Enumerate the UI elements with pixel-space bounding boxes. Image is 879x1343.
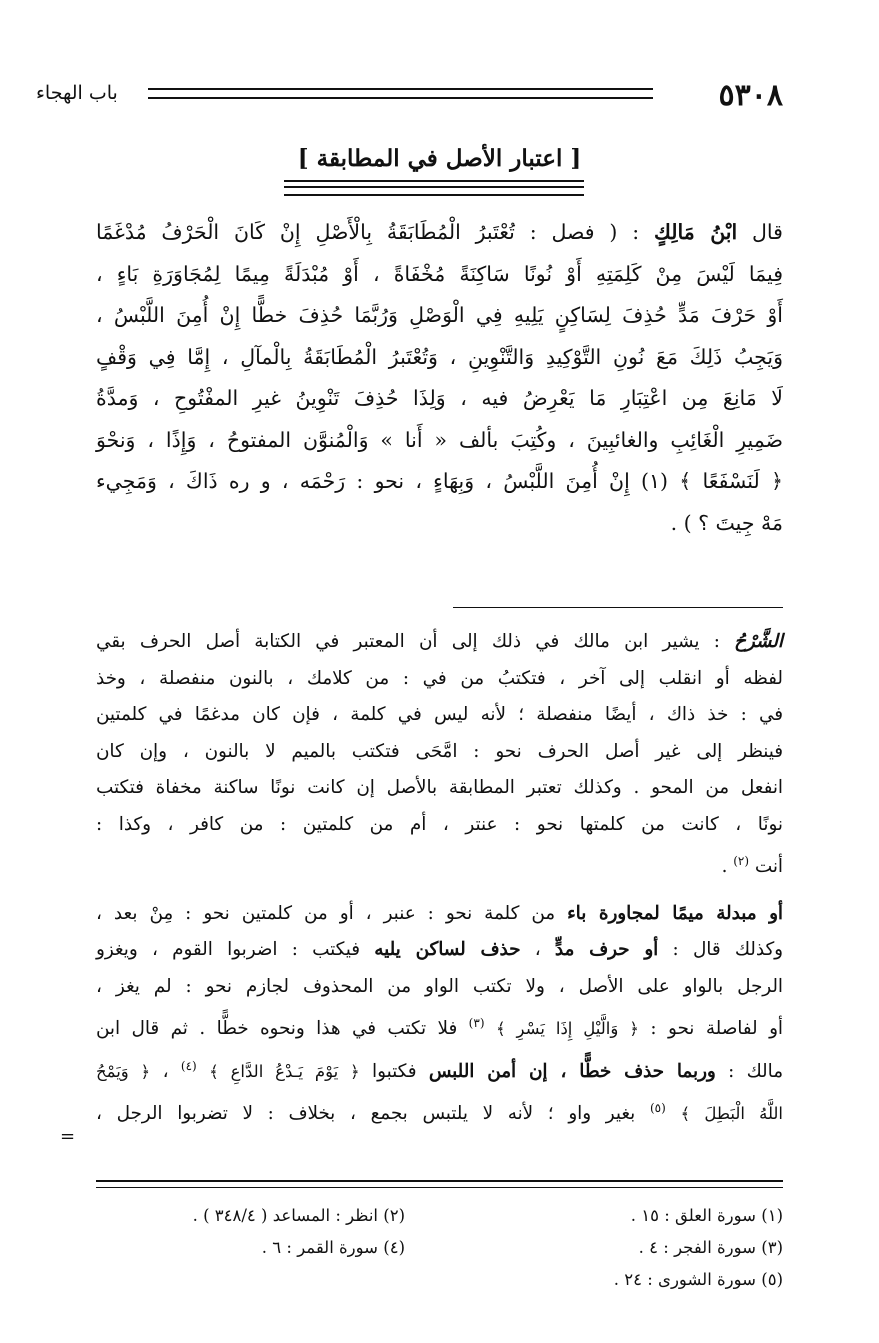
text-segment: حذف لساكن يليه: [374, 939, 521, 961]
matn-line: ﴿ لَنَسْفَعًا ﴾ (١) إِنْ أُمِنَ اللَّبْسُ ، وَبِهَاءٍ ، نحو : رَحْمَه ، و ره ذَاكَ ، وَمَجِيء: [96, 469, 783, 493]
text-segment: لفظه أو انقلب إلى آخر ، فتكتبُ من في : من كلامك ، بالنون منفصلة ، وخذ: [96, 667, 783, 689]
text-segment: ،: [150, 1060, 181, 1082]
quran-quote: ﴿ وَيَمْحُ: [96, 1061, 151, 1081]
matn-line-rest: : ( فصل : تُعْتَبرُ الْمُطَابَقَةُ بِالْأَصْلِ إِنْ كَانَ الْحَرْفُ مُدْغَمًا: [96, 220, 654, 244]
text-segment: مالك :: [715, 1060, 783, 1082]
text-segment: الشَّرْحُ: [734, 631, 783, 652]
matn-line: لَا مَانِعَ مِن اعْتِبَارِ مَا يَعْرِضُ فيه ، وَلِذَا حُذِفَ تَنْوِينُ غيرِ المفْتُوحِ ، وَمدَّةُ: [96, 386, 783, 410]
matn-line: ضَمِيرِ الْغَائِبِ والغائبِينَ ، وكُتِبَ بألف « أَنا » وَالْمُنوَّن المفتوحُ ، وَإِذًا ، وَنحْوَ: [96, 427, 783, 452]
commentary-paragraph: [96, 896, 783, 1133]
text-segment: .: [721, 856, 734, 878]
commentary-line: [96, 770, 783, 807]
footnote-4: (٤) سورة القمر : ٦ .: [261, 1238, 405, 1257]
commentary-line: [96, 624, 783, 661]
title-ornament-rule: [284, 180, 584, 196]
text-segment: ،: [520, 939, 555, 961]
matn-line: فِيمَا لَيْسَ مِنْ كَلِمَتِهِ أَوْ نُونًا سَاكِنَةً مُخْفَاةً ، أَوْ مُبْدَلَةً مِيمًا لِمُجَاوَرَةِ بَاءٍ ،: [96, 261, 783, 286]
matn-text: [96, 212, 783, 544]
footnote-ref: (٣): [468, 1016, 485, 1031]
matn-line: وَيَجِبُ ذَلِكَ مَعَ نُونِ التَّوْكِيدِ وَالتَّنْوِينِ ، وَتُعْتَبرُ الْمُطَابَقَةُ بِالْمآلِ ، إِمَّا فِي وَقْفٍ: [96, 344, 783, 369]
text-segment: نونًا ، كانت من كلمتها نحو : عنتر ، أم من كلمتين : من كافر ، وكذا :: [96, 813, 783, 835]
page-number: ٥٣٠٨: [718, 78, 783, 113]
text-segment: فيكتب : اضربوا القوم ، ويغزو: [96, 939, 375, 961]
text-segment: [666, 1103, 681, 1124]
text-segment: فلا تكتب في هذا ونحوه خطًّا . ثم قال ابن: [96, 1018, 469, 1040]
matn-line-prefix: قال: [737, 220, 783, 244]
quran-quote: اللَّهُ الْبَطِلَ ﴾: [680, 1104, 784, 1124]
header-rule: [148, 88, 653, 99]
author-name: ابْنُ مَالِكٍ: [653, 220, 738, 244]
section-title: [ اعتبار الأصل في المطابقة ]: [297, 145, 582, 172]
footnote-5: (٥) سورة الشورى : ٢٤ .: [613, 1270, 783, 1289]
commentary-line: [96, 1005, 783, 1048]
commentary-line: [96, 1048, 783, 1091]
commentary-line: [96, 932, 783, 969]
footnote-2: (٢) انظر : المساعد ( ٣٤٨/٤ ) .: [192, 1206, 405, 1225]
matn-line: [96, 212, 783, 254]
text-segment: من كلمة نحو : عنبر ، أو من كلمتين نحو : مِنْ بعد ،: [96, 902, 568, 924]
commentary-line: [96, 734, 783, 771]
commentary-paragraph: [96, 624, 783, 886]
text-segment: في : خذ ذاك ، أيضًا منفصلة ؛ لأنه ليس في كلمة ، فإن كان مدغمًا في كلمتين: [96, 704, 783, 725]
text-segment: : يشير ابن مالك في ذلك إلى أن المعتبر في الكتابة أصل الحرف بقي: [96, 631, 735, 652]
text-segment: انفعل من المحو . وكذلك تعتبر المطابقة بالأصل إن كانت نونًا ساكنة مخفاة فتكتب: [96, 777, 783, 798]
commentary-line: [96, 896, 783, 933]
text-segment: [197, 1061, 209, 1082]
continuation-mark: =: [60, 1126, 76, 1147]
text-commentary-divider: [453, 607, 783, 608]
commentary-line: [96, 807, 783, 844]
text-segment: أنت: [749, 856, 783, 878]
commentary-line: [96, 843, 783, 886]
text-segment: وكذلك قال :: [658, 939, 783, 961]
quran-quote: ﴿ وَالَّيْلِ إِذَا يَسْرِ ﴾: [495, 1019, 639, 1039]
commentary-line: [96, 661, 783, 698]
commentary-line: [96, 697, 783, 734]
matn-line: أَوْ حَرْفَ مَدٍّ حُذِفَ لِسَاكِنٍ يَلِيهِ فِي الْوَصْلِ وَرُبَّمَا حُذِفَ خطًّا إِنْ أُمِنَ اللَّبْسُ ،: [96, 303, 783, 327]
footnote-1: (١) سورة العلق : ١٥ .: [630, 1206, 783, 1225]
footnote-ref: (٥): [649, 1101, 666, 1116]
text-segment: أو حرف مدٍّ: [554, 939, 659, 961]
commentary-line: [96, 1090, 783, 1133]
footnote-rule: [96, 1180, 783, 1188]
commentary-text: [96, 624, 783, 1133]
text-segment: وربما حذف خطًّا ، إن أمن اللبس: [428, 1060, 716, 1082]
commentary-line: [96, 969, 783, 1006]
footnote-ref: (٤): [180, 1058, 197, 1073]
quran-quote: ﴿ يَوْمَ يَـدْعُ الدَّاعِ ﴾: [209, 1061, 360, 1081]
text-segment: بغير واو ؛ لأنه لا يلتبس بجمع ، بخلاف : لا تضربوا الرجل ،: [96, 1103, 650, 1125]
text-segment: أو مبدلة ميمًا لمجاورة باء: [567, 902, 783, 924]
text-segment: [485, 1018, 496, 1039]
text-segment: أو لفاصلة نحو :: [638, 1018, 783, 1040]
footnote-ref: (٢): [733, 854, 750, 868]
chapter-title: باب الهجاء: [36, 82, 118, 104]
text-segment: الرجل بالواو على الأصل ، ولا تكتب الواو من المحذوف لجازم نحو : لم يغز ،: [96, 975, 783, 997]
footnote-3: (٣) سورة الفجر : ٤ .: [638, 1238, 783, 1257]
page-header: [36, 76, 783, 124]
matn-line: مَهْ جِيتَ ؟ ) .: [670, 510, 783, 535]
text-segment: فينظر إلى غير أصل الحرف نحو : امَّحَى فتكتب بالميم لا بالنون ، وإن كان: [96, 740, 783, 762]
text-segment: فكتبوا: [359, 1060, 429, 1082]
